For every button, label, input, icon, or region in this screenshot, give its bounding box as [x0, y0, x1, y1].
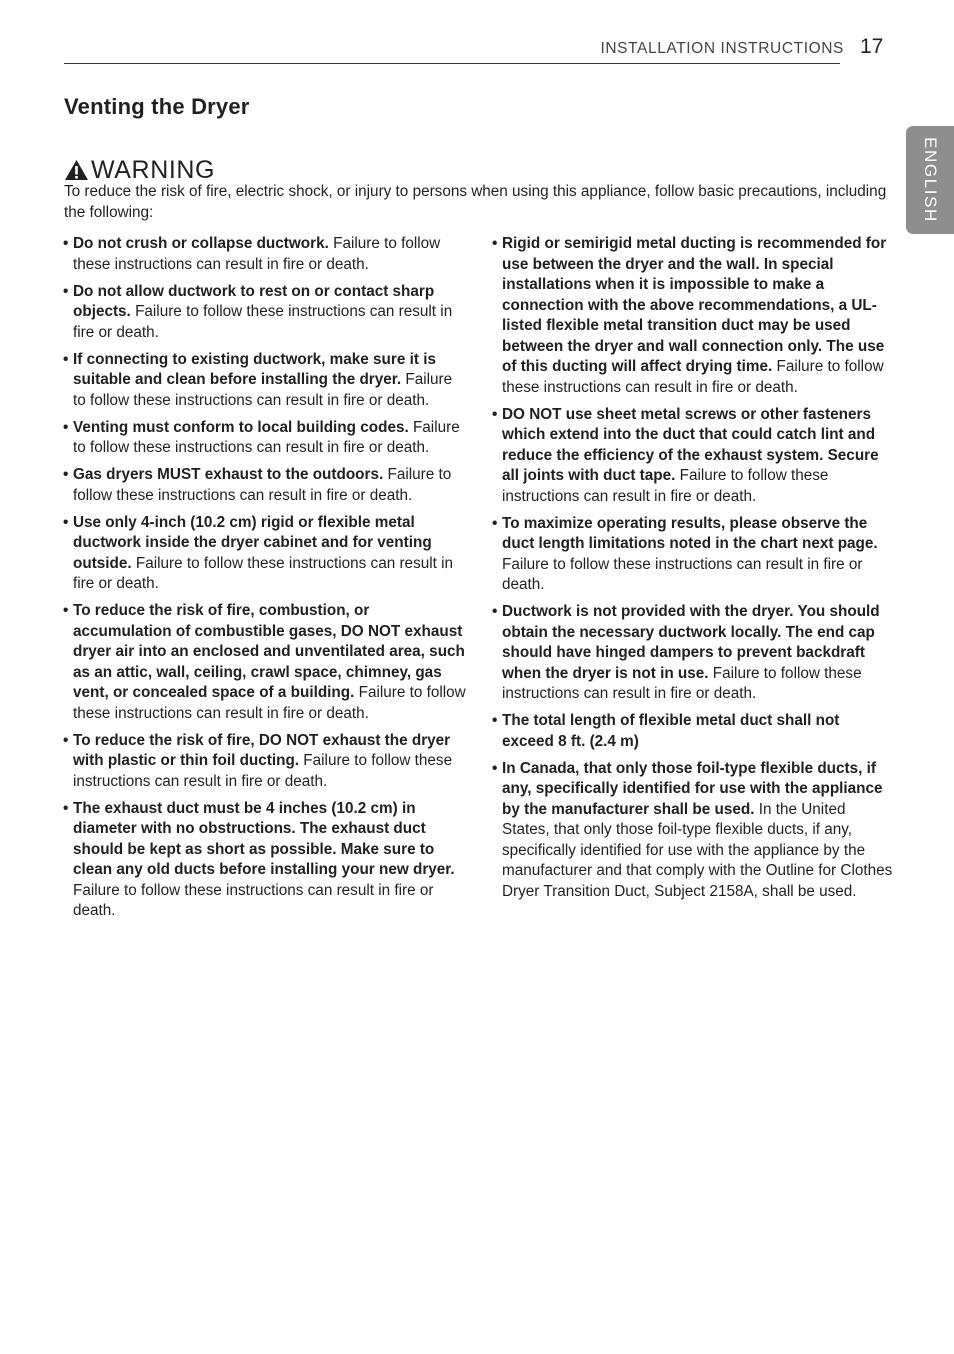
bullet-body-text: Failure to follow these instructions can result in fire or death.: [73, 371, 453, 409]
warning-label: WARNING: [91, 155, 216, 184]
bullet-body-text: Failure to follow these instructions can result in fire or death.: [502, 358, 884, 396]
bullet-body-text: In the United States, that only those foil-type flexible ducts, if any, specifically identified for use with the appliance by the manufacturer and that comply with the Outline for Clothes Dryer Transition Duct, Subject 2158A, shall be used.: [502, 800, 893, 900]
bullet-bold-text: Rigid or semirigid metal ducting is recommended for use between the dryer and the wall. In special installations when it is impossible to make a connection with the above recommendations, a UL-listed flexible metal transition duct may be used between the dryer and wall connection only. The use of this ducting will affect drying time.: [502, 235, 887, 375]
bullet-bold-text: In Canada, that only those foil-type flexible ducts, if any, specifically identified for use with the appliance by the manufacturer shall be used.: [502, 759, 883, 818]
language-tab-label: ENGLISH: [921, 137, 940, 223]
warning-bullet: [64, 731, 466, 793]
bullet-body-text: Failure to follow these instructions can result in fire or death.: [73, 881, 434, 919]
bullet-bold-text: The exhaust duct must be 4 inches (10.2 cm) in diameter with no obstructions. The exhaust duct should be kept as short as possible. Make sure to clean any old ducts before installing your new dryer.: [73, 799, 455, 878]
warning-bullet: [64, 418, 466, 459]
warning-bullet: [493, 234, 893, 398]
warning-bullet: [64, 799, 466, 922]
bullet-bold-text: Do not allow ductwork to rest on or contact sharp objects.: [73, 282, 435, 320]
warning-bullet: [64, 601, 466, 724]
warning-bullet: [64, 282, 466, 344]
bullet-body-text: Failure to follow these instructions can result in fire or death.: [73, 235, 441, 273]
warning-intro: To reduce the risk of fire, electric shock, or injury to persons when using this appliance, follow basic precautions, including the following:: [64, 183, 887, 221]
warning-bullet: [493, 759, 893, 903]
bullet-bold-text: Gas dryers MUST exhaust to the outdoors.: [73, 466, 384, 483]
bullet-body-text: Failure to follow these instructions can result in fire or death.: [73, 752, 453, 790]
right-column-list: [493, 234, 893, 909]
warning-bullet: [64, 513, 466, 595]
language-tab: [906, 126, 954, 234]
warning-bullet: [64, 350, 466, 412]
warning-bullet: [64, 465, 466, 506]
header-section-label: INSTALLATION INSTRUCTIONS: [600, 40, 844, 57]
bullet-bold-text: Ductwork is not provided with the dryer. You should obtain the necessary ductwork locally. The end cap should have hinged dampers to prevent backdraft when the dryer is not in use.: [502, 603, 880, 682]
bullet-bold-text: To reduce the risk of fire, combustion, or accumulation of combustible gases, DO NOT exhaust dryer air into an enclosed and unventilated area, such as an attic, wall, ceiling, crawl space, chimney, gas vent, or concealed space of a building.: [73, 602, 465, 701]
bullet-bold-text: Use only 4-inch (10.2 cm) rigid or flexible metal ductwork inside the dryer cabinet and for venting outside.: [73, 513, 432, 572]
bullet-bold-text: Venting must conform to local building codes.: [73, 418, 409, 436]
bullet-bold-text: To reduce the risk of fire, DO NOT exhaust the dryer with plastic or thin foil ducting.: [73, 731, 451, 769]
left-column-list: [64, 234, 466, 928]
warning-bullet: [493, 514, 893, 596]
section-title: Venting the Dryer: [64, 94, 250, 119]
bullet-body-text: Failure to follow these instructions can result in fire or death.: [502, 664, 862, 702]
bullet-bold-text: Do not crush or collapse ductwork.: [73, 235, 329, 252]
bullet-body-text: Failure to follow these instructions can result in fire or death.: [73, 418, 460, 456]
bullet-body-text: Failure to follow these instructions can result in fire or death.: [73, 466, 452, 504]
warning-bullet: [493, 711, 893, 752]
bullet-body-text: Failure to follow these instructions can result in fire or death.: [502, 467, 829, 505]
warning-triangle-icon: [64, 159, 89, 181]
bullet-bold-text: DO NOT use sheet metal screws or other fasteners which extend into the duct that could catch lint and reduce the efficiency of the exhaust system. Secure all joints with duct tape.: [502, 405, 879, 484]
warning-bullet: [64, 234, 466, 275]
page-number: 17: [860, 35, 884, 58]
bullet-bold-text: If connecting to existing ductwork, make sure it is suitable and clean before installing the dryer.: [73, 350, 436, 388]
bullet-body-text: Failure to follow these instructions can result in fire or death.: [73, 554, 454, 592]
bullet-body-text: Failure to follow these instructions can result in fire or death.: [502, 555, 863, 593]
warning-bullet: [493, 405, 893, 508]
bullet-bold-text: The total length of flexible metal duct shall not exceed 8 ft. (2.4 m): [502, 712, 840, 750]
header-divider: [64, 63, 840, 64]
bullet-body-text: Failure to follow these instructions can result in fire or death.: [73, 303, 453, 341]
warning-heading: [64, 155, 215, 185]
warning-bullet: [493, 602, 893, 705]
bullet-body-text: Failure to follow these instructions can result in fire or death.: [73, 684, 466, 722]
bullet-bold-text: To maximize operating results, please observe the duct length limitations noted in the chart next page.: [502, 514, 878, 552]
